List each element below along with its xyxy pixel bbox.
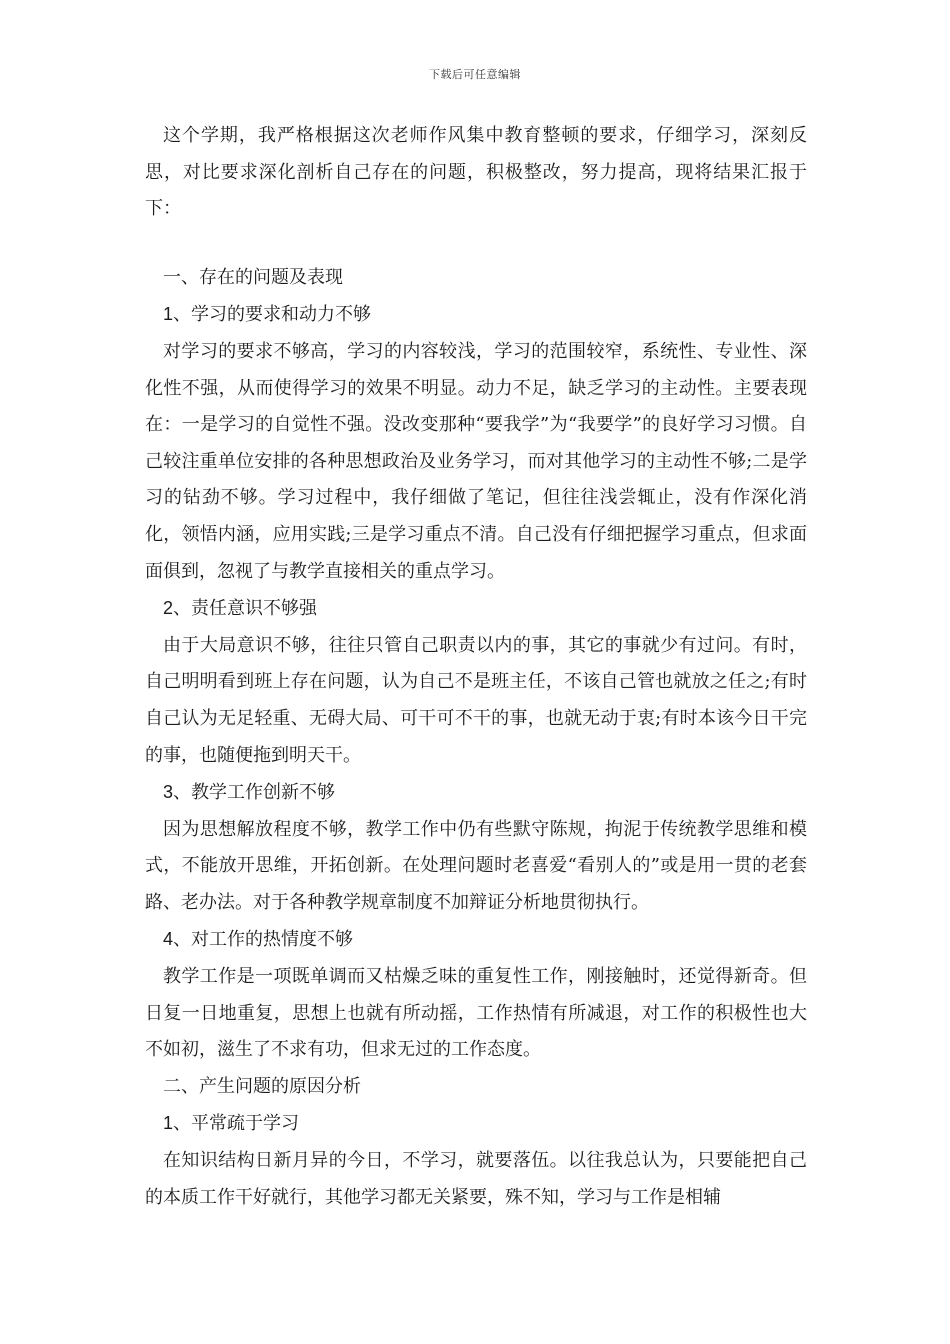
blank-line [145, 228, 807, 260]
subsection-2-1-title [145, 1105, 807, 1143]
subsection-number: 3 [163, 782, 174, 803]
subsection-title-text: 、平常疏于学习 [173, 1113, 300, 1135]
subsection-1-3-title [145, 774, 807, 812]
subsection-1-1-title [145, 296, 807, 334]
subsection-title-text: 、教学工作创新不够 [173, 782, 336, 804]
section-2-title: 二、产生问题的原因分析 [163, 1075, 361, 1097]
subsection-1-1-body: 对学习的要求不够高，学习的内容较浅，学习的范围较窄，系统性、专业性、深化性不强，从而使得学习的效果不明显。动力不足，缺乏学习的主动性。主要表现在：一是学习的自觉性不强。没改变那种“要我学”为“我要学”的良好学习习惯。自己较注重单位安排的各种思想政治及业务学习，而对其他学习的主动性不够;二是学习的钻劲不够。学习过程中，我仔细做了笔记，但往往浅尝辄止，没有作深化消化，领悟内涵，应用实践;三是学习重点不清。自己没有仔细把握学习重点，但求面面俱到，忽视了与教学直接相关的重点学习。 [145, 340, 807, 582]
subsection-1-2-title [145, 590, 807, 628]
subsection-title-text: 、对工作的热情度不够 [173, 929, 354, 951]
subsection-1-2-body: 由于大局意识不够，往往只管自己职责以内的事，其它的事就少有过问。有时，自己明明看到班上存在问题，认为自己不是班主任，不该自己管也就放之任之;有时自己认为无足轻重、无碍大局、可干可不干的事，也就无动于衷;有时本该今日干完的事，也随便拖到明天干。 [145, 634, 807, 766]
subsection-2-1-body: 在知识结构日新月异的今日，不学习，就要落伍。以往我总认为，只要能把自己的本质工作干好就行，其他学习都无关紧要，殊不知，学习与工作是相辅 [145, 1150, 807, 1208]
subsection-1-3-body: 因为思想解放程度不够，教学工作中仍有些默守陈规，拘泥于传统教学思维和模式，不能放开思维，开拓创新。在处理问题时老喜爱“看别人的”或是用一贯的老套路、老办法。对于各种教学规章制度不加辩证分析地贯彻执行。 [145, 818, 807, 913]
section-1-title: 一、存在的问题及表现 [163, 266, 343, 288]
subsection-1-4-title [145, 921, 807, 959]
document-body [145, 118, 807, 1216]
intro-paragraph: 这个学期，我严格根据这次老师作风集中教育整顿的要求，仔细学习，深刻反思，对比要求深化剖析自己存在的问题，积极整改，努力提高，现将结果汇报于下： [145, 125, 807, 220]
subsection-number: 1 [163, 304, 174, 325]
subsection-title-text: 、责任意识不够强 [173, 598, 318, 620]
subsection-number: 4 [163, 929, 174, 950]
subsection-number: 2 [163, 598, 174, 619]
subsection-number: 1 [163, 1113, 174, 1134]
page-header-note: 下载后可任意编辑 [429, 68, 521, 81]
subsection-title-text: 、学习的要求和动力不够 [173, 304, 372, 326]
subsection-1-4-body: 教学工作是一项既单调而又枯燥乏味的重复性工作，刚接触时，还觉得新奇。但日复一日地重复，思想上也就有所动摇，工作热情有所减退，对工作的积极性也大不如初，滋生了不求有功，但求无过的工作态度。 [145, 966, 807, 1061]
